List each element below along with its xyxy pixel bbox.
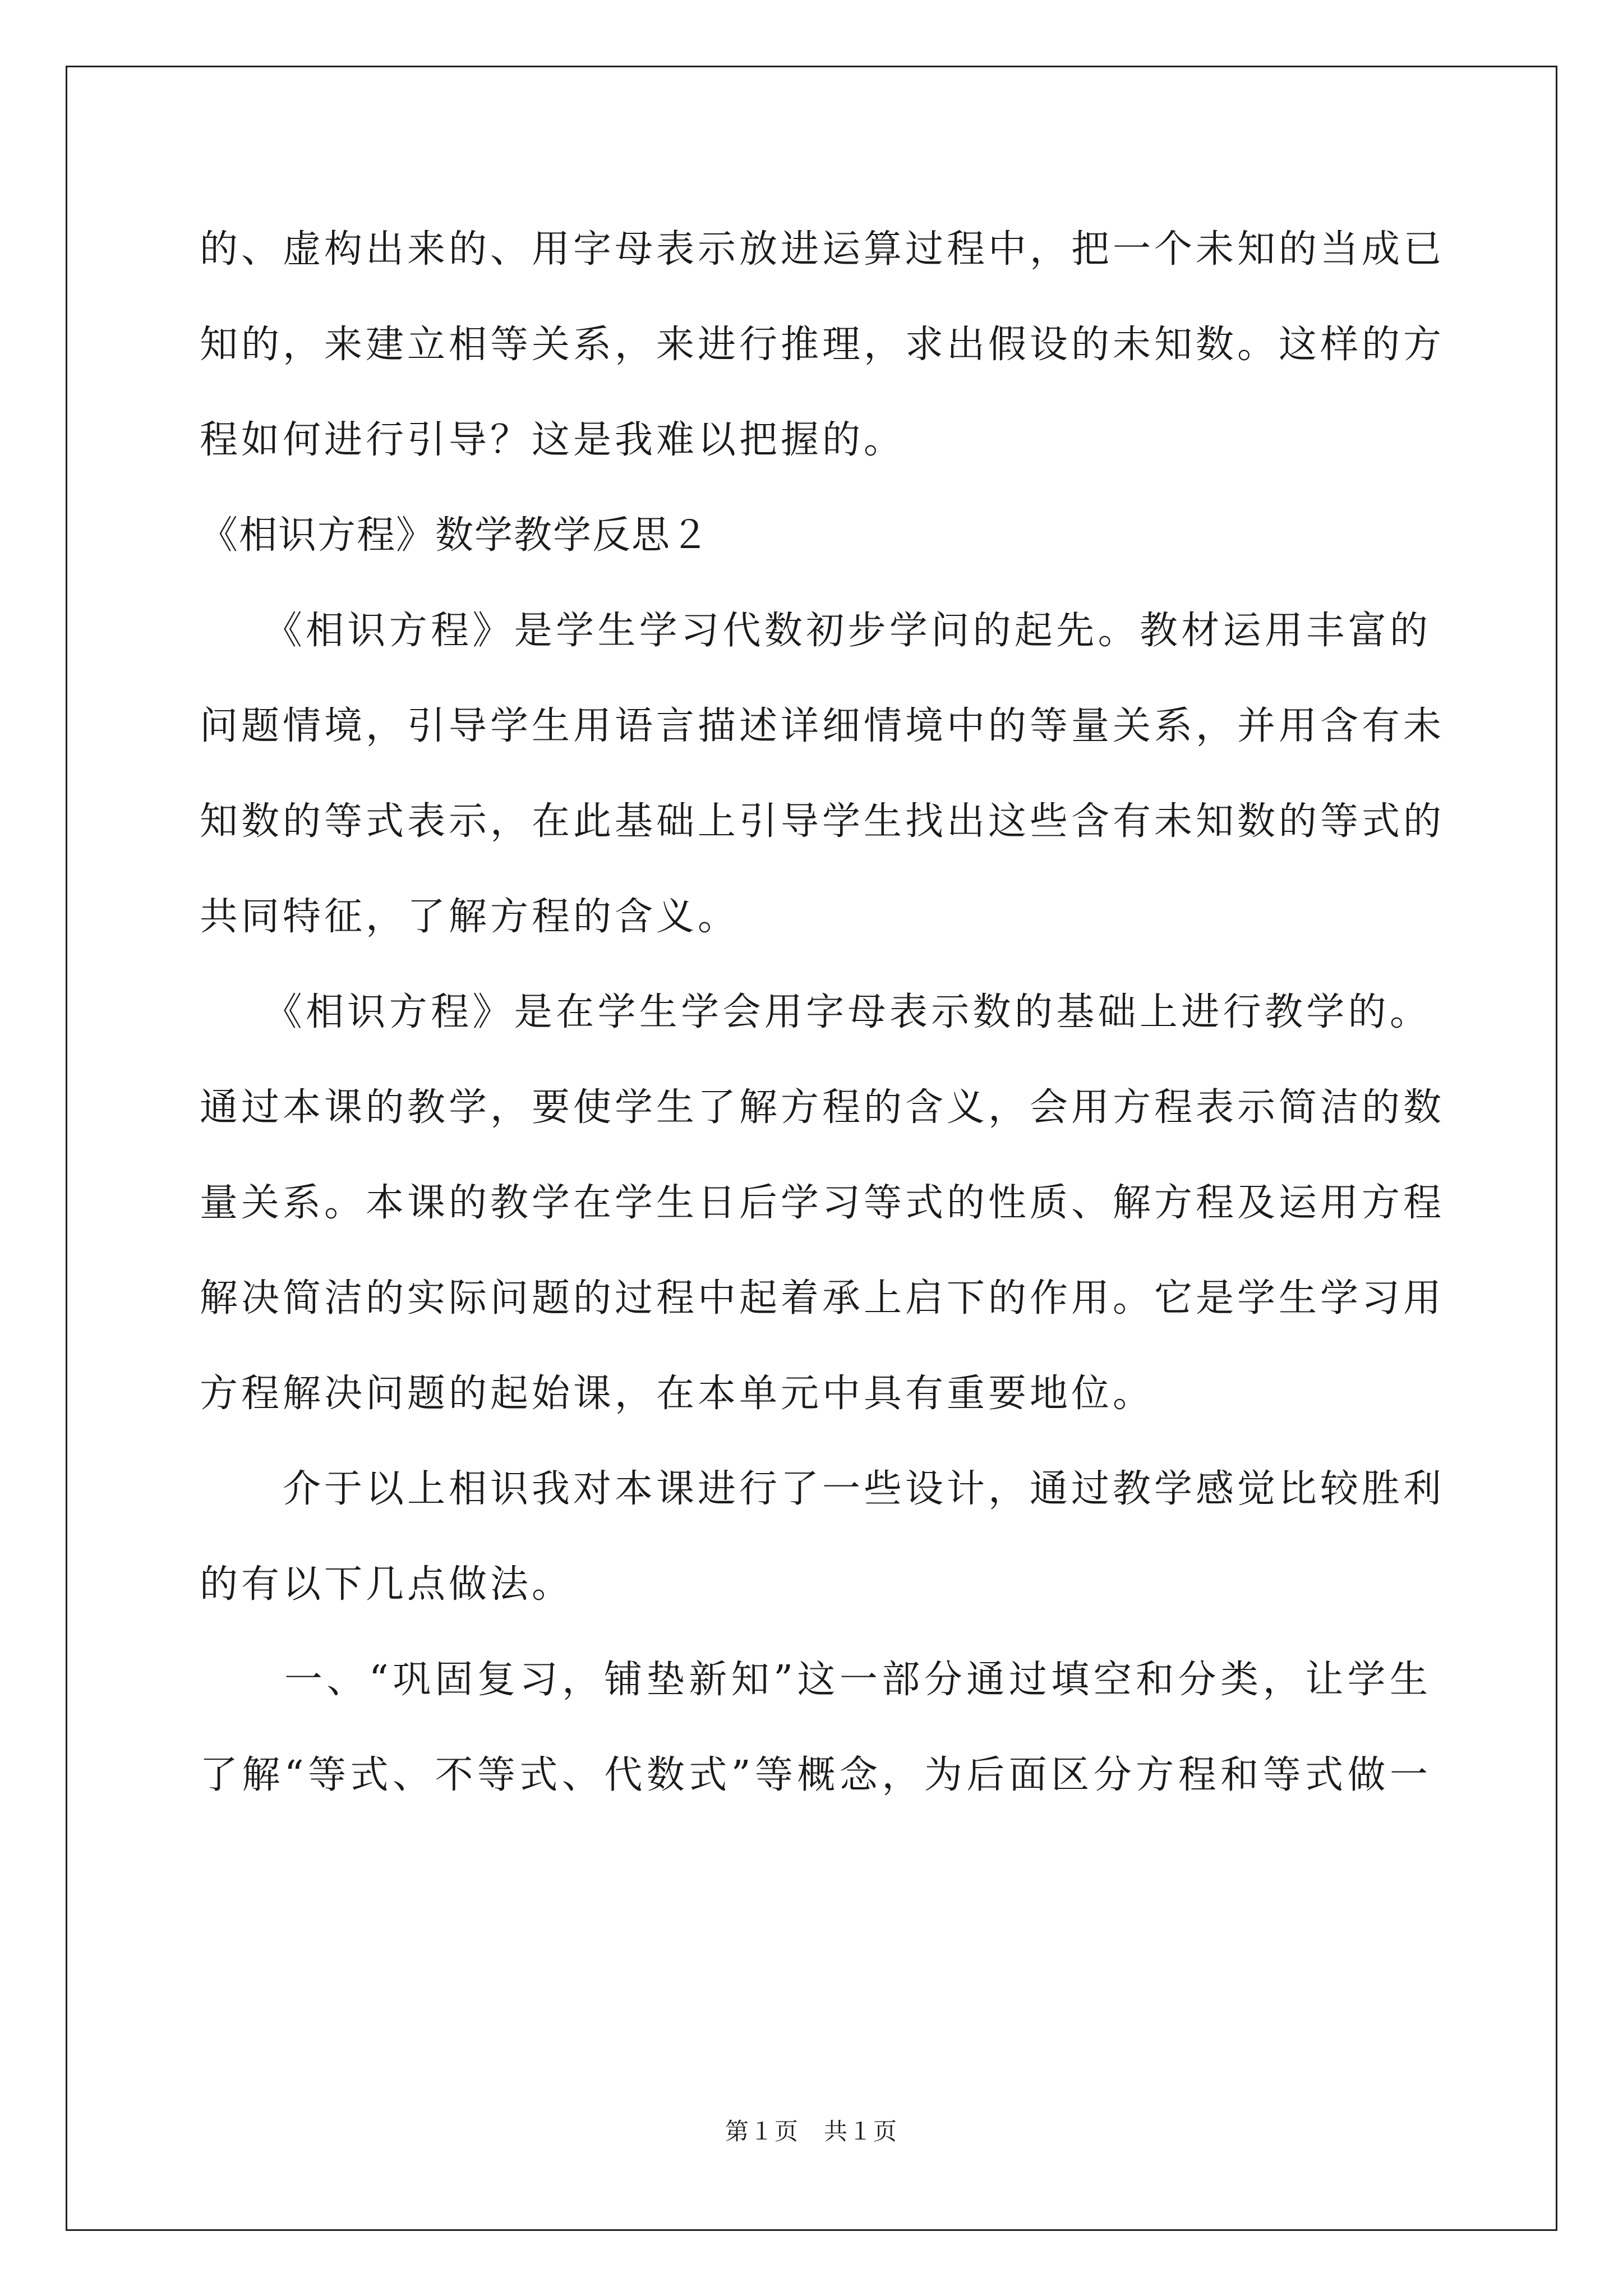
text-line: 问题情境，引导学生用语言描述详细情境中的等量关系，并用含有未 [200, 704, 1445, 748]
text-line: 通过本课的教学，要使学生了解方程的含义，会用方程表示简洁的数 [200, 1085, 1445, 1130]
text-line: 量关系。本课的教学在学生日后学习等式的性质、解方程及运用方程 [200, 1181, 1445, 1225]
text-line: 《相识方程》是学生学习代数初步学问的起先。教材运用丰富的 [200, 609, 1431, 653]
text-line: 程如何进行引导？这是我难以把握的。 [200, 418, 906, 462]
text-line: 共同特征，了解方程的含义。 [200, 895, 740, 939]
text-line: 知的，来建立相等关系，来进行推理，求出假设的未知数。这样的方 [200, 323, 1445, 367]
text-line: 了解“等式、不等式、代数式”等概念，为后面区分方程和等式做一 [200, 1753, 1431, 1797]
text-line: 的、虚构出来的、用字母表示放进运算过程中，把一个未知的当成已 [200, 227, 1445, 272]
text-line: 《相识方程》是在学生学会用字母表示数的基础上进行教学的。 [200, 990, 1431, 1034]
text-line: 的有以下几点做法。 [200, 1562, 574, 1607]
text-line: 解决简洁的实际问题的过程中起着承上启下的作用。它是学生学习用 [200, 1276, 1445, 1320]
page-footer: 第１页 共１页 [725, 2118, 898, 2145]
text-line: 知数的等式表示，在此基础上引导学生找出这些含有未知数的等式的 [200, 799, 1445, 844]
text-line: 方程解决问题的起始课，在本单元中具有重要地位。 [200, 1372, 1155, 1416]
text-line: 一、“巩固复习，铺垫新知”这一部分通过填空和分类，让学生 [200, 1658, 1431, 1702]
section-heading: 《相识方程》数学教学反思２ [200, 513, 711, 558]
text-line: 介于以上相识我对本课进行了一些设计，通过教学感觉比较胜利 [200, 1467, 1445, 1511]
